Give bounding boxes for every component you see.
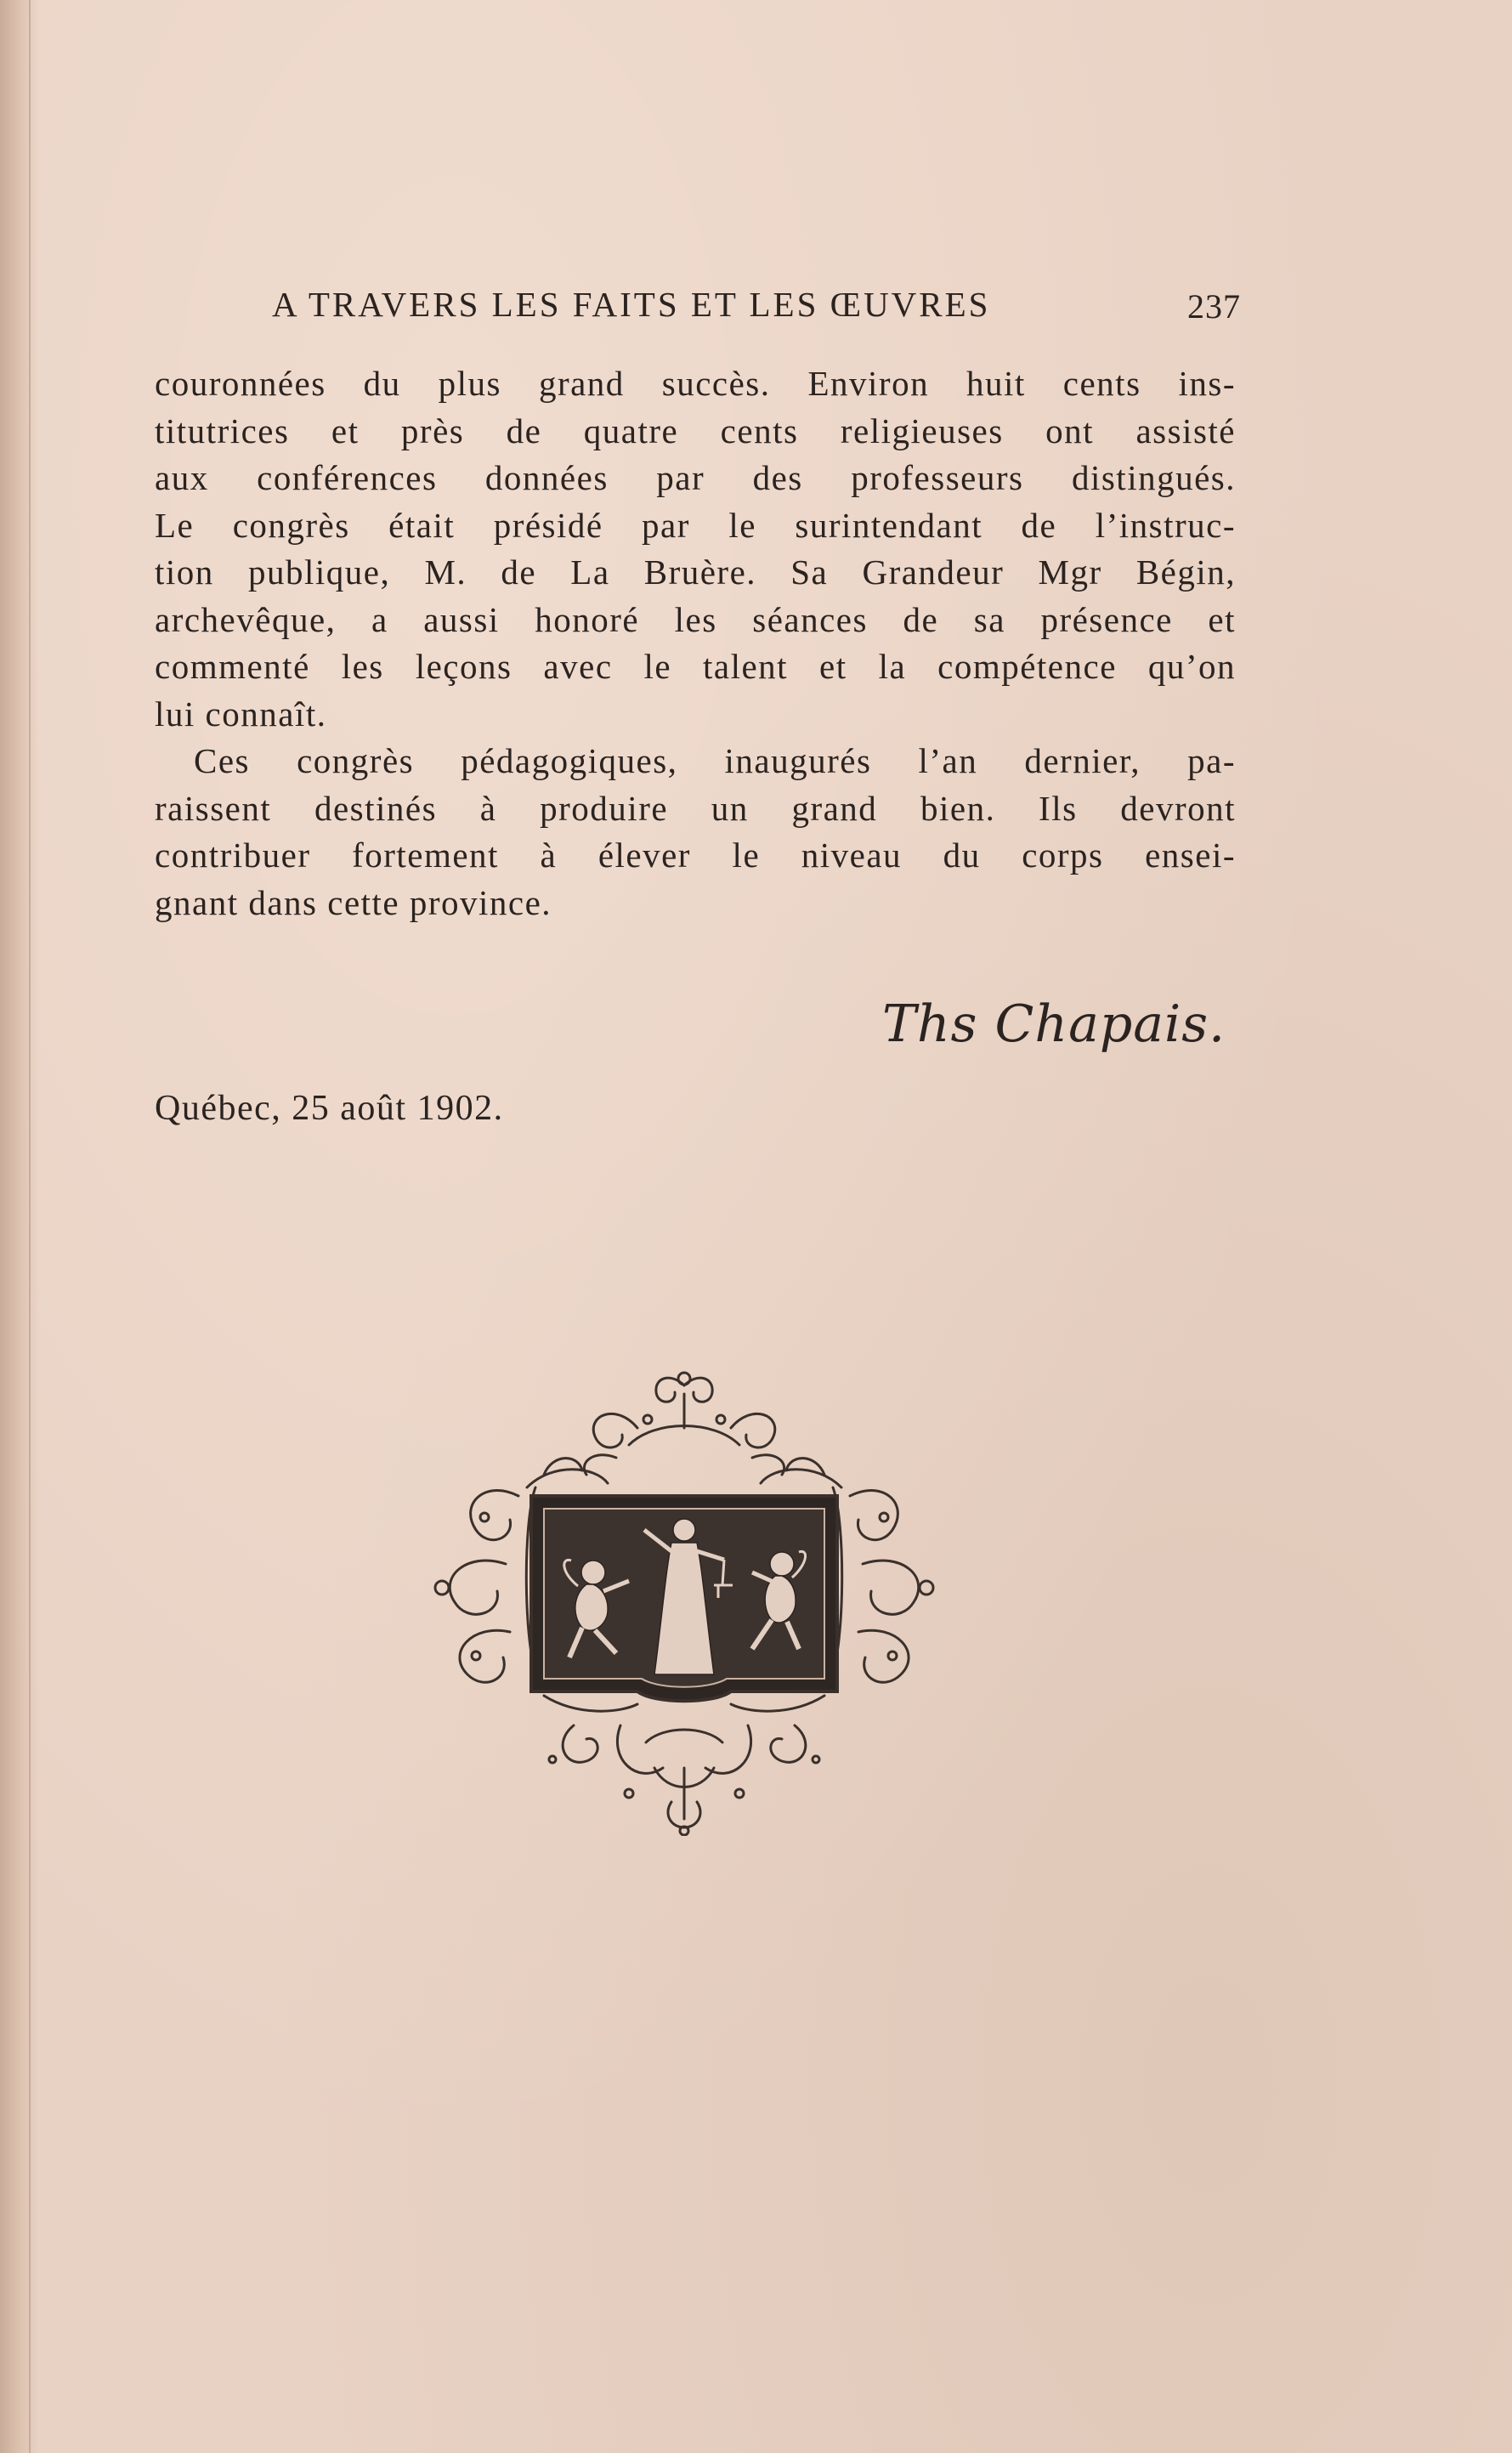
text-line: archevêque, a aussi honoré les séances de sa présence et <box>155 599 1236 639</box>
text-line: contribuer fortement à élever le niveau du corps ensei- <box>155 836 1236 875</box>
body-text <box>155 360 1236 926</box>
text-line: lui connaît. <box>155 694 327 734</box>
text-line: aux conférences données par des professeurs distingués. <box>155 458 1236 497</box>
text-line: Ces congrès pédagogiques, inaugurés l’an dernier, pa- <box>194 741 1236 780</box>
cherubs-vignette-icon <box>425 1368 943 1836</box>
text-line: couronnées du plus grand succès. Environ huit cents ins- <box>155 364 1236 403</box>
page-header <box>272 284 1241 335</box>
text-line: Le congrès était présidé par le surintendant de l’instruc- <box>155 505 1236 545</box>
text-line: raissent destinés à produire un grand bien. Ils devront <box>155 788 1236 828</box>
place-date: Québec, 25 août 1902. <box>155 1089 504 1128</box>
signature: Ths Chapais. <box>882 994 1226 1054</box>
text-line: gnant dans cette province. <box>155 882 552 922</box>
binding-line <box>29 0 31 2453</box>
paragraph-1 <box>155 360 1236 738</box>
running-title: A TRAVERS LES FAITS ET LES ŒUVRES <box>272 285 991 324</box>
paragraph-2 <box>155 738 1236 926</box>
text-line: titutrices et près de quatre cents religieuses ont assisté <box>155 411 1236 450</box>
page-number: 237 <box>1187 287 1241 326</box>
text-line: commenté les leçons avec le talent et la compétence qu’on <box>155 647 1236 686</box>
text-line: tion publique, M. de La Bruère. Sa Grandeur Mgr Bégin, <box>155 552 1236 592</box>
page-edge <box>0 0 39 2453</box>
